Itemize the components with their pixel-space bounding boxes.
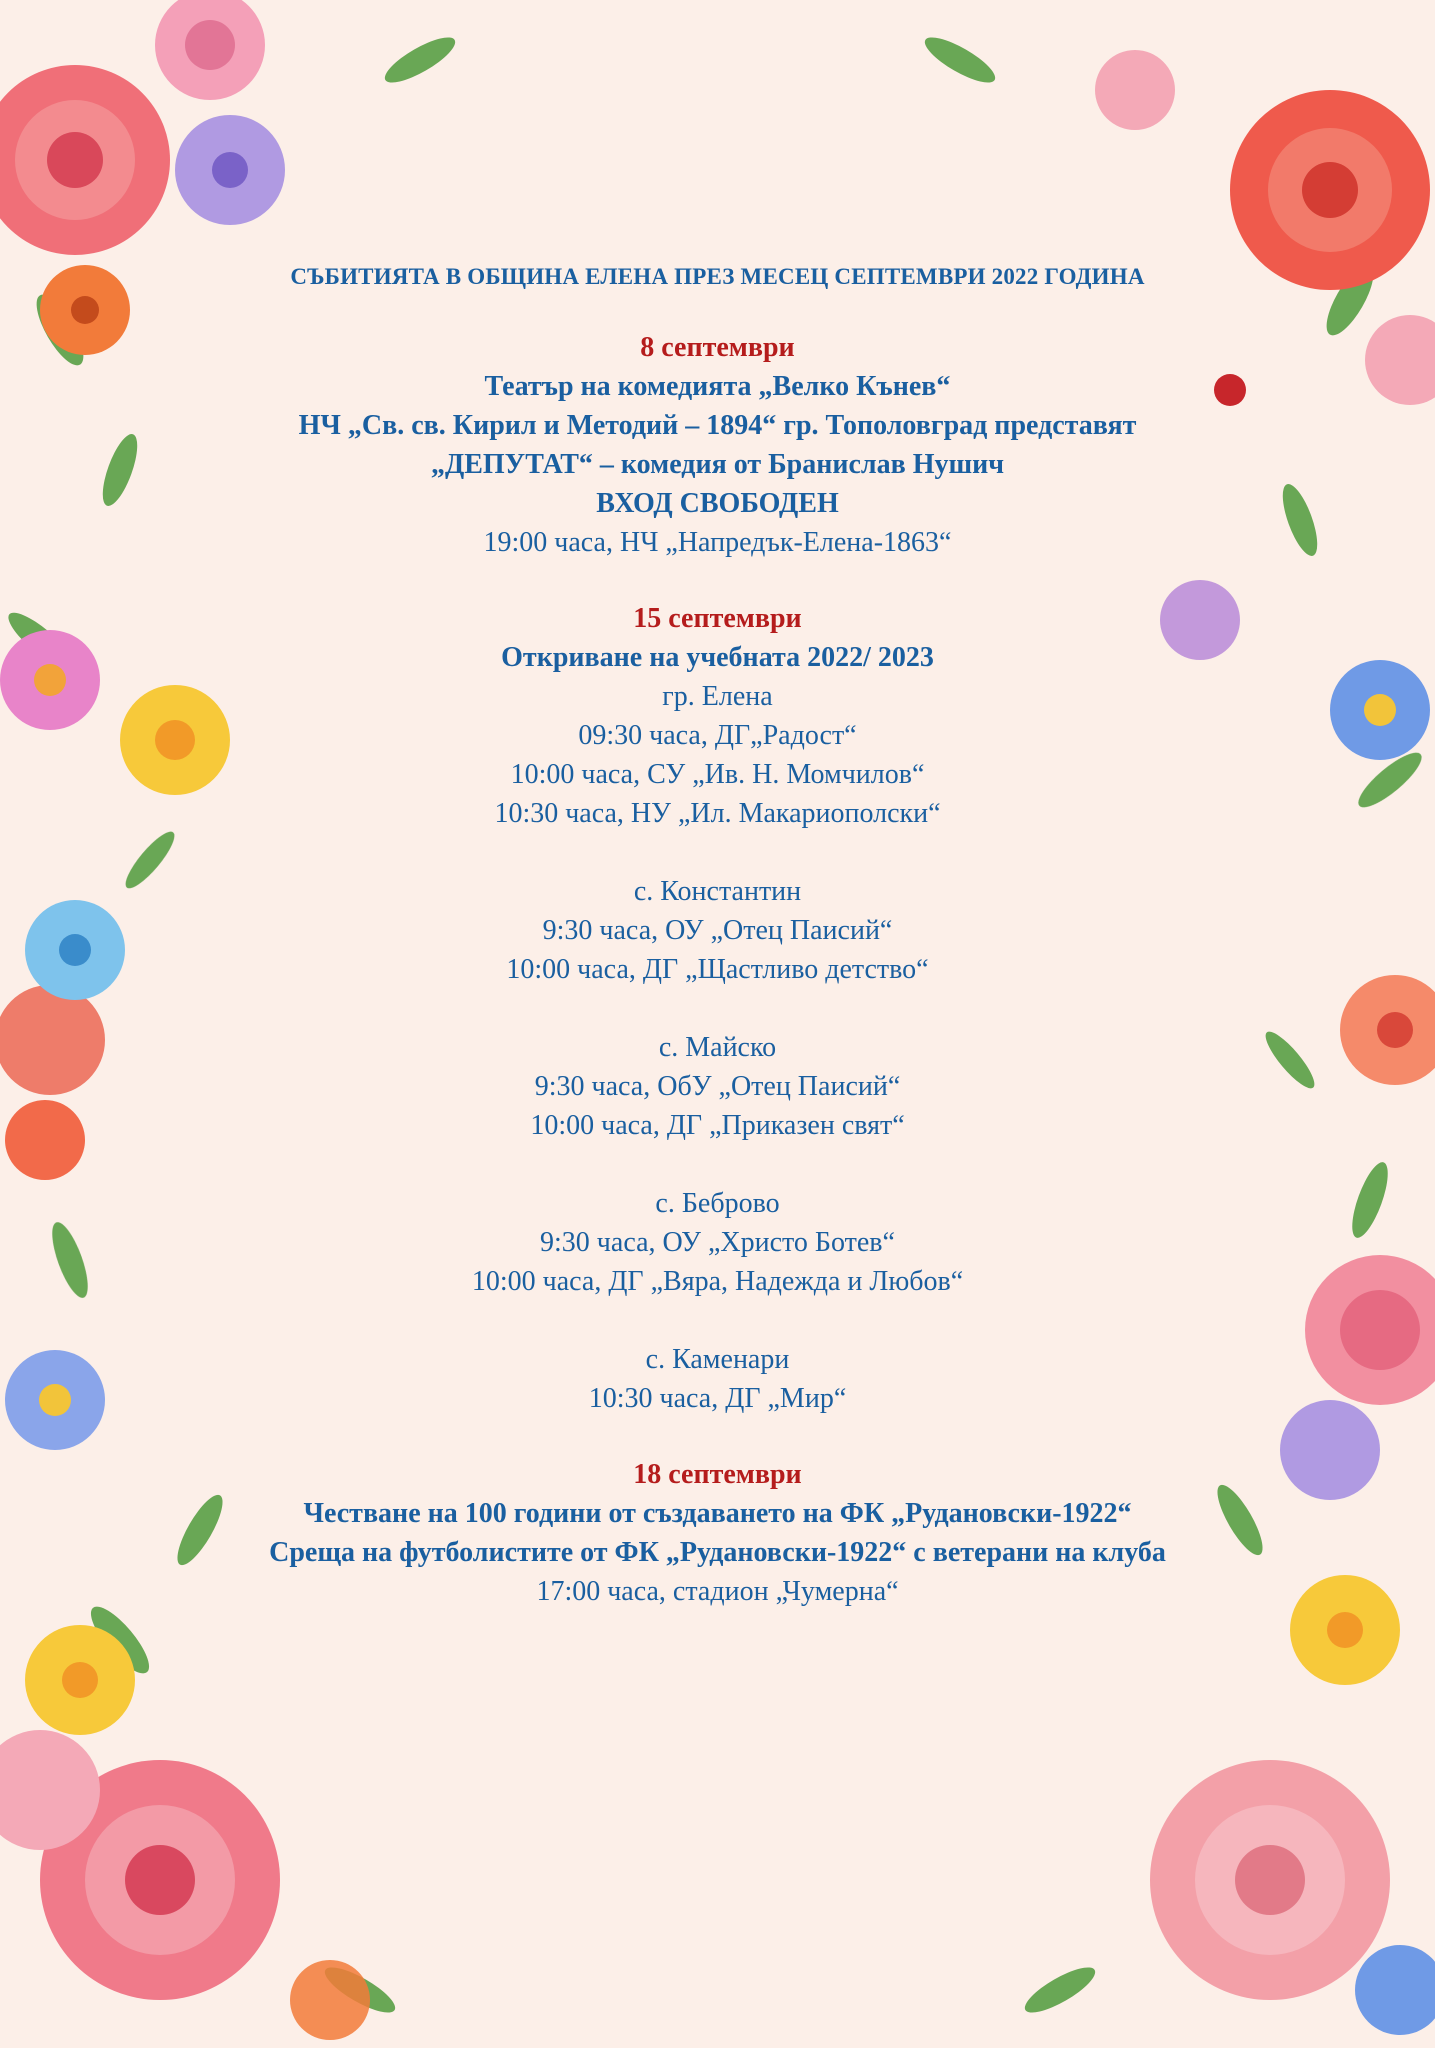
location-group [170,1184,1265,1301]
event-date: 8 септември [640,332,795,363]
location-name: с. Майско [658,1032,777,1063]
schedule-line: 9:30 часа, ОбУ „Отец Паисий“ [534,1071,901,1102]
event-heading: Честване на 100 години от създаването на ФК „Рудановски-1922“ [303,1498,1132,1529]
schedule-line: 9:30 часа, ОУ „Отец Паисий“ [542,915,893,946]
event-block [170,599,1265,1418]
schedule-line: 10:00 часа, ДГ „Щастливо детство“ [506,954,929,985]
schedule-line: 10:30 часа, ДГ „Мир“ [588,1383,847,1414]
location-name: с. Беброво [655,1188,780,1219]
schedule-line: 09:30 часа, ДГ„Радост“ [578,720,857,751]
event-heading: Театър на комедията „Велко Кънев“ [484,371,951,402]
event-block [170,328,1265,562]
event-heading: ВХОД СВОБОДЕН [596,488,839,519]
location-group [170,872,1265,989]
location-group [170,1340,1265,1418]
location-name: с. Каменари [645,1344,790,1375]
event-heading: Среща на футболистите от ФК „Рудановски-1922“ с ветерани на клуба [269,1537,1166,1568]
event-heading: НЧ „Св. св. Кирил и Методий – 1894“ гр. Тополовград представят [298,410,1137,441]
schedule-line: 10:00 часа, ДГ „Вяра, Надежда и Любов“ [471,1266,964,1297]
schedule-line: 10:30 часа, НУ „Ил. Макариополски“ [494,798,941,829]
location-group [170,677,1265,833]
event-detail: 17:00 часа, стадион „Чумерна“ [536,1576,899,1607]
announcement-content [170,262,1265,1648]
event-heading: Откриване на учебната 2022/ 2023 [501,642,934,673]
schedule-line: 10:00 часа, ДГ „Приказен свят“ [530,1110,905,1141]
event-block [170,1455,1265,1611]
event-date: 18 септември [633,1459,802,1490]
schedule-line: 10:00 часа, СУ „Ив. Н. Момчилов“ [510,759,925,790]
page-title: СЪБИТИЯТА В ОБЩИНА ЕЛЕНА ПРЕЗ МЕСЕЦ СЕПТЕМВРИ 2022 ГОДИНА [290,264,1145,289]
schedule-line: 9:30 часа, ОУ „Христо Ботев“ [540,1227,895,1258]
event-date: 15 септември [633,603,802,634]
location-group [170,1028,1265,1145]
event-detail: 19:00 часа, НЧ „Напредък-Елена-1863“ [483,527,952,558]
location-name: гр. Елена [662,681,773,712]
event-heading: „ДЕПУТАТ“ – комедия от Бранислав Нушич [430,449,1005,480]
location-name: с. Константин [633,876,802,907]
